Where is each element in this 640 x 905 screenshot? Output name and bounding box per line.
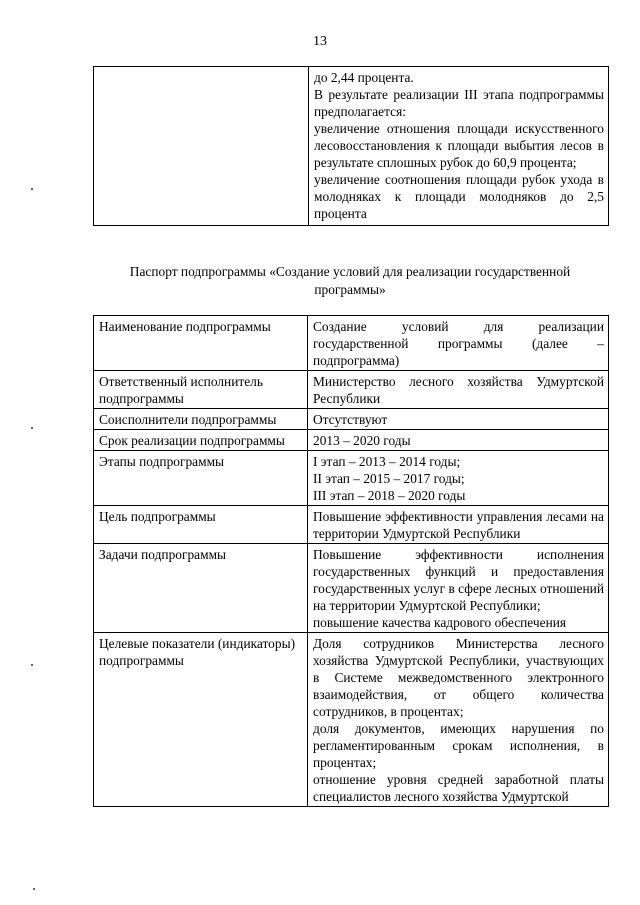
row-value bbox=[308, 451, 609, 506]
text-line: увеличение отношения площади искусственного лесовосстановления к площади выбытия лесов в результате сплошных рубок до 60,9 процента; bbox=[314, 121, 604, 170]
text-line: В результате реализации III этапа подпрограммы предполагается: bbox=[314, 87, 604, 119]
value-line: I этап – 2013 – 2014 годы; bbox=[313, 454, 461, 469]
row-label: Ответственный исполнитель подпрограммы bbox=[94, 371, 308, 409]
table-row bbox=[94, 371, 609, 409]
value-line: доля документов, имеющих нарушения по регламентированным срокам исполнения, в процентах; bbox=[313, 721, 604, 770]
page-number: 13 bbox=[313, 34, 327, 49]
value-line: II этап – 2015 – 2017 годы; bbox=[313, 471, 465, 486]
table-row bbox=[94, 451, 609, 506]
row-value bbox=[308, 506, 609, 544]
table-row bbox=[94, 430, 609, 451]
value-line: Повышение эффективности исполнения государственных функций и предоставления государственных услуг в сфере лесных отношений на территории Удмуртской Республики; bbox=[313, 547, 604, 613]
row-value bbox=[308, 316, 609, 371]
text-line: увеличение соотношения площади рубок ухода в молодняках к площади молодняков до 2,5 процента bbox=[314, 172, 604, 221]
value-line: отношение уровня средней заработной платы специалистов лесного хозяйства Удмуртской bbox=[313, 772, 604, 804]
passport-table bbox=[93, 315, 609, 807]
table-row bbox=[94, 544, 609, 633]
scan-speck bbox=[31, 664, 33, 666]
value-line: Доля сотрудников Министерства лесного хозяйства Удмуртской Республики, участвующих в Системе межведомственного электронного взаимодействия, от общего количества сотрудников, в процентах; bbox=[313, 636, 604, 719]
section-title: Паспорт подпрограммы «Создание условий для реализации государственной программы» bbox=[129, 264, 571, 297]
table-cell-text bbox=[309, 67, 609, 226]
row-label: Этапы подпрограммы bbox=[94, 451, 308, 506]
row-value bbox=[308, 544, 609, 633]
row-label: Срок реализации подпрограммы bbox=[94, 430, 308, 451]
value-line: 2013 – 2020 годы bbox=[313, 433, 411, 448]
row-label: Целевые показатели (индикаторы) подпрограммы bbox=[94, 633, 308, 807]
scan-speck bbox=[31, 188, 33, 190]
text-line: до 2,44 процента. bbox=[314, 70, 414, 85]
row-label: Задачи подпрограммы bbox=[94, 544, 308, 633]
value-line: Повышение эффективности управления лесами на территории Удмуртской Республики bbox=[313, 509, 604, 541]
scan-speck bbox=[33, 888, 35, 890]
value-line: III этап – 2018 – 2020 годы bbox=[313, 488, 466, 503]
continuation-table bbox=[93, 66, 609, 226]
scan-speck bbox=[31, 427, 33, 429]
table-row bbox=[94, 506, 609, 544]
table-row bbox=[94, 633, 609, 807]
value-line: Отсутствуют bbox=[313, 412, 388, 427]
row-value bbox=[308, 409, 609, 430]
row-label: Цель подпрограммы bbox=[94, 506, 308, 544]
table-cell-empty bbox=[94, 67, 309, 226]
row-value bbox=[308, 430, 609, 451]
row-label: Соисполнители подпрограммы bbox=[94, 409, 308, 430]
row-label: Наименование подпрограммы bbox=[94, 316, 308, 371]
value-line: Министерство лесного хозяйства Удмуртской Республики bbox=[313, 374, 604, 406]
row-value bbox=[308, 633, 609, 807]
table-row bbox=[94, 316, 609, 371]
table-row bbox=[94, 409, 609, 430]
table-row bbox=[94, 67, 609, 226]
value-line: Создание условий для реализации государственной программы (далее – подпрограмма) bbox=[313, 319, 604, 368]
value-line: повышение качества кадрового обеспечения bbox=[313, 615, 567, 630]
row-value bbox=[308, 371, 609, 409]
